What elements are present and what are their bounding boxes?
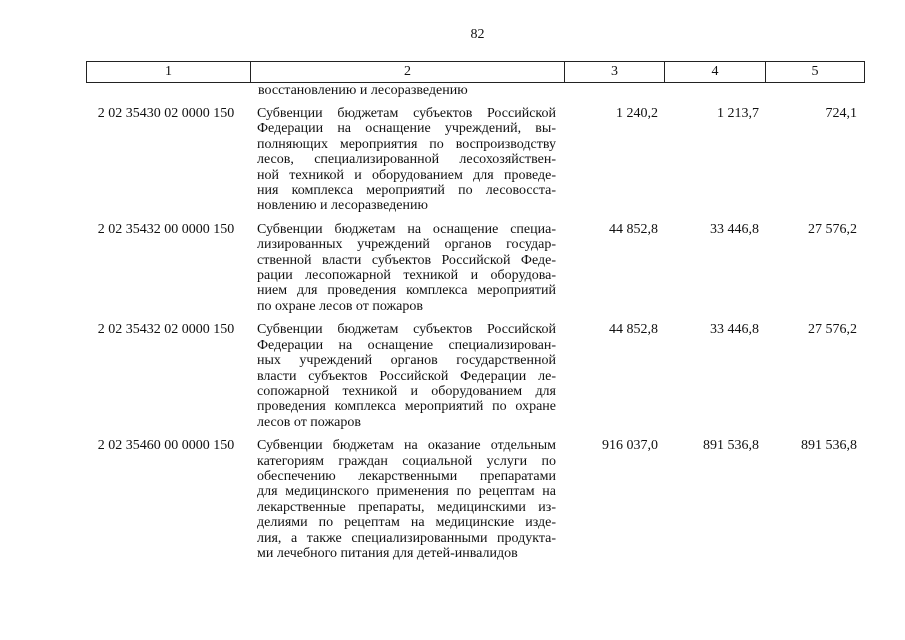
- row-value-col-5: 724,1: [825, 106, 857, 121]
- description-line: ной техникой и оборудованием для проведе-: [257, 167, 556, 183]
- description-line: власти субъектов Российской Федерации ле-: [257, 368, 556, 384]
- row-code: 2 02 35432 02 0000 150: [97, 322, 235, 338]
- description-line: ния комплекса мероприятий по лесовосста-: [257, 183, 556, 199]
- row-value-col-4: 33 446,8: [710, 322, 759, 338]
- table-header: [86, 61, 865, 83]
- description-line: обеспечению лекарственными препаратами: [257, 468, 556, 484]
- row-value-col-5: 27 576,2: [808, 221, 857, 237]
- description-line: Федерации на оснащение учреждений, вы-: [257, 121, 556, 137]
- table-row: [86, 322, 865, 430]
- row-value-col-5: 27 576,2: [808, 322, 857, 338]
- page-number: 82: [470, 27, 485, 42]
- row-value-col-4: 33 446,8: [710, 221, 759, 237]
- row-value-col-4: 1 213,7: [717, 106, 759, 121]
- description-line: Субвенции бюджетам субъектов Российской: [257, 106, 556, 121]
- row-code: 2 02 35460 00 0000 150: [97, 438, 235, 454]
- row-value-col-4: 891 536,8: [703, 438, 759, 454]
- table-row: [86, 106, 865, 214]
- row-code: 2 02 35430 02 0000 150: [97, 106, 235, 121]
- row-value-col-5: 891 536,8: [801, 438, 857, 454]
- row-value-col-3: 916 037,0: [602, 438, 658, 454]
- row-code: 2 02 35432 00 0000 150: [97, 221, 235, 237]
- description-line: Федерации на оснащение специализирован-: [257, 337, 556, 353]
- description-line: полняющих мероприятия по воспроизводству: [257, 136, 556, 152]
- row-value-col-3: 44 852,8: [609, 322, 658, 338]
- description-line: сопожарной техникой и оборудованием для: [257, 383, 556, 399]
- description-line: ми лечебного питания для детей-инвалидов: [257, 545, 518, 561]
- description-line: лекарственные препараты, медицинскими из-: [257, 499, 556, 515]
- header-col-2: 2: [251, 62, 565, 82]
- description-line: лия, а также специализированными продукта-: [257, 530, 556, 546]
- description-line: лесов от пожаров: [257, 414, 361, 430]
- description-line: Субвенции бюджетам субъектов Российской: [257, 322, 556, 338]
- row-value-col-3: 44 852,8: [609, 221, 658, 237]
- row-description: [250, 106, 564, 214]
- description-line: Субвенции бюджетам на оснащение специа-: [257, 221, 556, 237]
- continuation-text: восстановлению и лесоразведению: [258, 83, 468, 98]
- header-col-5: 5: [811, 64, 819, 79]
- description-line: ных учреждений органов государственной: [257, 353, 556, 369]
- row-description: [250, 438, 564, 561]
- description-line: Субвенции бюджетам на оказание отдельным: [257, 438, 556, 454]
- description-line: ственной власти субъектов Российской Феде-: [257, 252, 556, 268]
- description-line: категориям граждан социальной услуги по: [257, 453, 556, 469]
- header-col-3: 3: [565, 62, 665, 82]
- header-col-1: 1: [87, 62, 251, 82]
- description-line: делиями по рецептам на медицинские изде-: [257, 515, 556, 531]
- header-col-4: 4: [665, 62, 766, 82]
- description-line: новлению и лесоразведению: [257, 198, 428, 214]
- description-line: для медицинского применения по рецептам на: [257, 484, 556, 500]
- description-line: лесов, специализированной лесохозяйствен-: [257, 152, 556, 168]
- description-line: нием для проведения комплекса мероприятий: [257, 283, 556, 299]
- row-value-col-3: 1 240,2: [616, 106, 658, 121]
- description-line: по охране лесов от пожаров: [257, 298, 424, 314]
- description-line: лизированных учреждений органов государ-: [257, 237, 556, 253]
- table-body: [86, 83, 865, 561]
- row-description: [250, 322, 564, 430]
- table-row: [86, 438, 865, 561]
- rows-container: [86, 106, 865, 561]
- description-line: рации лесопожарной техникой и оборудова-: [257, 268, 556, 284]
- table-row: [86, 222, 865, 314]
- row-description: [250, 222, 564, 314]
- description-line: проведения комплекса мероприятий по охране: [257, 399, 556, 415]
